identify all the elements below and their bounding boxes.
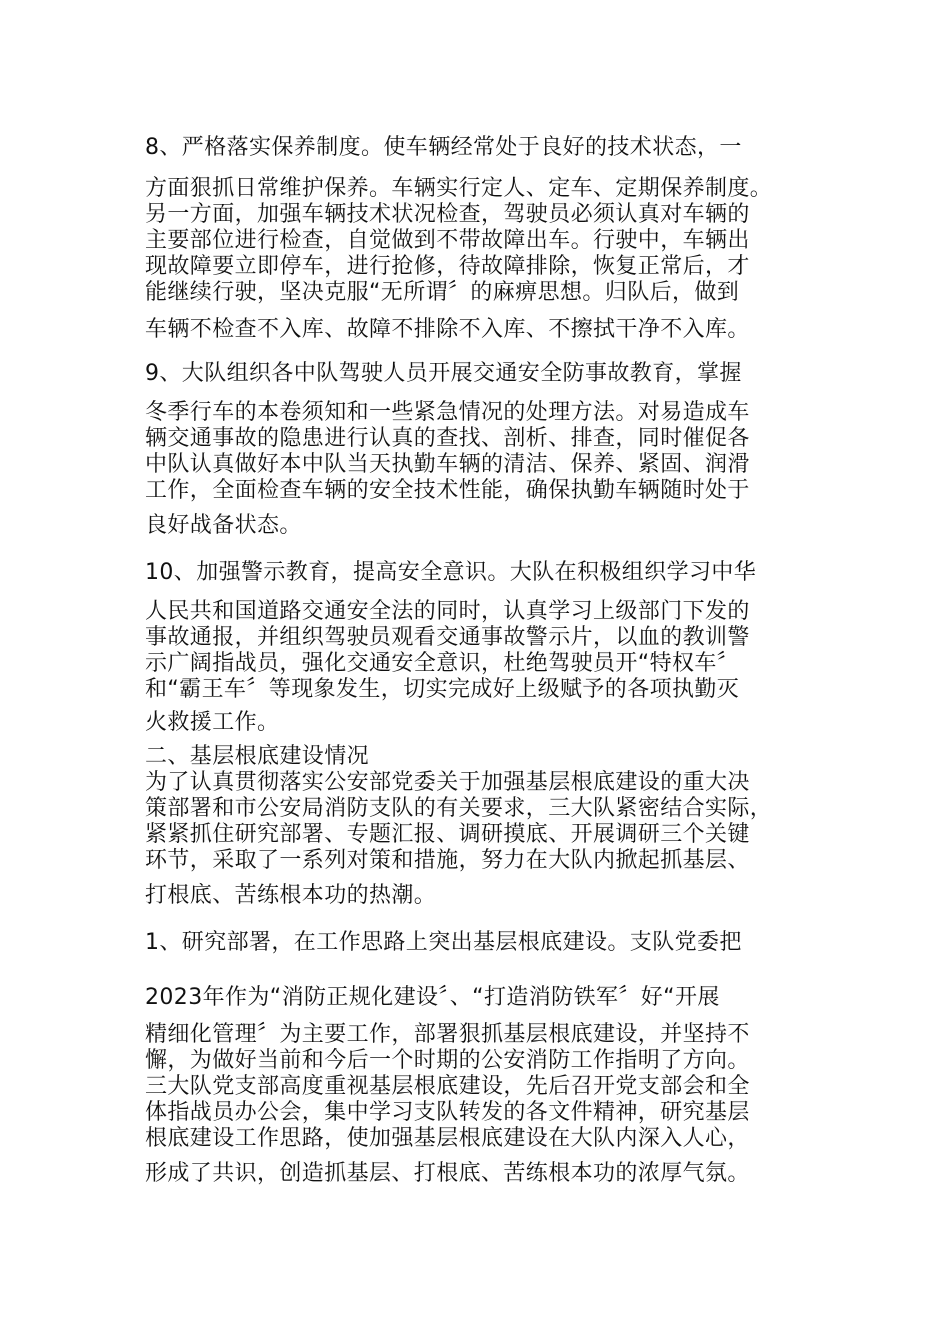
paragraph-8-line-6: 能继续行驶，坚决克服“无所谓〞的麻痹思想。归队后，做到 [145,280,740,305]
paragraph-s1-line-1: 1、研究部署，在工作思路上突出基层根底建设。支队党委把 [145,930,742,955]
section-2-heading: 二、基层根底建设情况 [145,744,370,769]
paragraph-s1-line-6: 体指战员办公会，集中学习支队转发的各文件精神，研究基层 [145,1100,750,1125]
paragraph-8-line-7: 车辆不检查不入库、故障不排除不入库、不擦拭干净不入库。 [145,317,750,342]
paragraph-8-line-1: 8、严格落实保养制度。使车辆经常处于良好的技术状态，一 [145,135,742,160]
section-2-intro-line-1: 为了认真贯彻落实公安部党委关于加强基层根底建设的重大决 [145,770,750,795]
paragraph-10-line-1: 10、加强警示教育，提高安全意识。大队在积极组织学习中华 [145,560,757,585]
paragraph-10-line-2: 人民共和国道路交通安全法的同时，认真学习上级部门下发的 [145,599,750,624]
section-2-intro-line-5: 打根底、苦练根本功的热潮。 [145,883,437,908]
paragraph-10-line-4: 示广阔指战员，强化交通安全意识，杜绝驾驶员开“特权车〞 [145,651,740,676]
paragraph-s1-line-8: 形成了共识，创造抓基层、打根底、苦练根本功的浓厚气氛。 [145,1161,750,1186]
paragraph-8-line-4: 主要部位进行检查，自觉做到不带故障出车。行驶中，车辆出 [145,228,750,253]
paragraph-8-line-3: 另一方面，加强车辆技术状况检查，驾驶员必须认真对车辆的 [145,202,750,227]
paragraph-8-line-5: 现故障要立即停车，进行抢修，待故障排除，恢复正常后，才 [145,254,750,279]
paragraph-9-line-6: 良好战备状态。 [145,513,302,538]
paragraph-9-line-4: 中队认真做好本中队当天执勤车辆的清洁、保养、紧固、润滑 [145,452,750,477]
paragraph-8-line-2: 方面狠抓日常维护保养。车辆实行定人、定车、定期保养制度。 [145,176,773,201]
paragraph-9-line-2: 冬季行车的本卷须知和一些紧急情况的处理方法。对易造成车 [145,400,750,425]
section-2-intro-line-4: 环节，采取了一系列对策和措施，努力在大队内掀起抓基层、 [145,848,750,873]
paragraph-9-line-5: 工作，全面检查车辆的安全技术性能，确保执勤车辆随时处于 [145,478,750,503]
paragraph-10-line-3: 事故通报，并组织驾驶员观看交通事故警示片，以血的教训警 [145,625,750,650]
paragraph-s1-line-2: 2023年作为“消防正规化建设〞、“打造消防铁军〞好“开展 [145,985,720,1010]
paragraph-s1-line-7: 根底建设工作思路，使加强基层根底建设在大队内深入人心， [145,1126,750,1151]
paragraph-s1-line-3: 精细化管理〞为主要工作，部署狠抓基层根底建设，并坚持不 [145,1022,750,1047]
paragraph-9-line-1: 9、大队组织各中队驾驶人员开展交通安全防事故教育，掌握 [145,361,742,386]
paragraph-s1-line-5: 三大队党支部高度重视基层根底建设，先后召开党支部会和全 [145,1074,750,1099]
paragraph-10-line-6: 火救援工作。 [145,710,280,735]
paragraph-s1-line-4: 懈，为做好当前和今后一个时期的公安消防工作指明了方向。 [145,1048,750,1073]
paragraph-10-line-5: 和“霸王车〞等现象发生，切实完成好上级赋予的各项执勤灭 [145,677,740,702]
paragraph-9-line-3: 辆交通事故的隐患进行认真的查找、剖析、排查，同时催促各 [145,426,750,451]
section-2-intro-line-3: 紧紧抓住研究部署、专题汇报、调研摸底、开展调研三个关键 [145,822,750,847]
section-2-intro-line-2: 策部署和市公安局消防支队的有关要求，三大队紧密结合实际， [145,796,773,821]
